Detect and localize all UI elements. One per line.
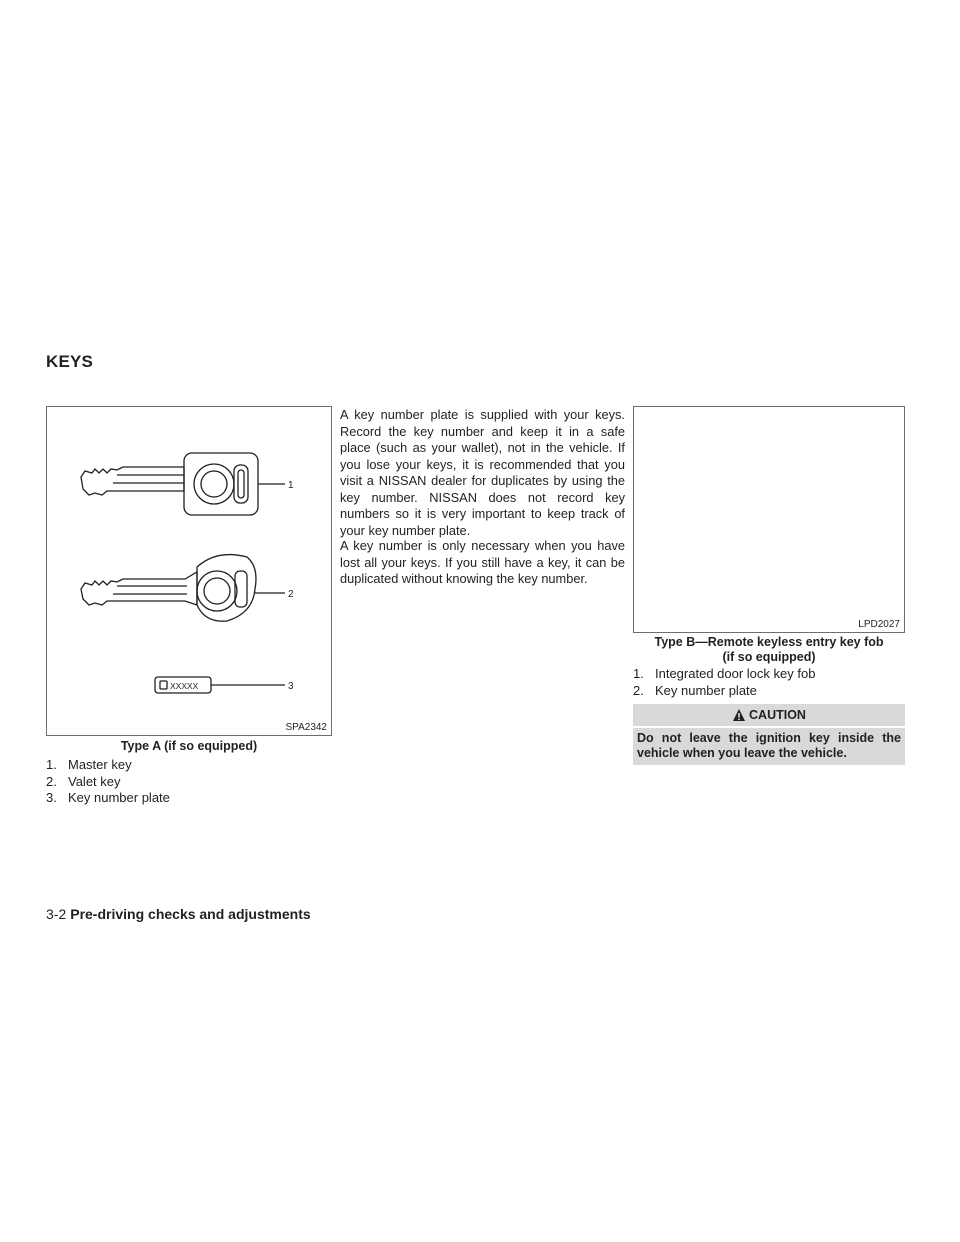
figure-caption-line-2: (if so equipped) bbox=[722, 650, 816, 664]
paragraph-key-number-plate: A key number plate is supplied with your keys. Record the key number and keep it in a safe place (such as your wallet), not in the vehicle. If you lose your keys, it is recommended that you visit a NISSAN dealer for duplicates by using the key number. NISSAN does not record key numbers so it is very important to keep track of your key number plate. bbox=[340, 407, 625, 538]
caution-text: Do not leave the ignition key inside the vehicle when you leave the vehicle. bbox=[633, 728, 905, 765]
list-item: 1. Integrated door lock key fob bbox=[633, 666, 816, 681]
section-heading: KEYS bbox=[46, 352, 94, 371]
footer-section-title: Pre-driving checks and adjustments bbox=[70, 906, 311, 922]
figure-code: SPA2342 bbox=[285, 722, 327, 733]
list-type-a bbox=[46, 757, 332, 807]
figure-caption-line-1: Type B—Remote keyless entry key fob bbox=[654, 635, 884, 649]
figure-caption: Type A (if so equipped) bbox=[120, 739, 258, 753]
callout-1: 1 bbox=[288, 480, 294, 491]
valet-key-drawing bbox=[81, 555, 285, 622]
list-type-b bbox=[633, 666, 905, 699]
list-item: 3. Key number plate bbox=[46, 790, 170, 805]
paragraph-key-number: A key number is only necessary when you have lost all your keys. If you still have a key, it can be duplicated without knowing the key number. bbox=[340, 538, 625, 586]
figure-code: LPD2027 bbox=[858, 619, 900, 630]
figure-caption bbox=[633, 635, 905, 665]
list-item: 1. Master key bbox=[46, 757, 132, 772]
list-item: 2. Key number plate bbox=[633, 682, 757, 698]
key-illustration bbox=[47, 407, 331, 735]
list-item: 2. Valet key bbox=[46, 773, 121, 789]
warning-icon bbox=[732, 708, 746, 722]
figure-type-a bbox=[46, 406, 332, 736]
callout-2: 2 bbox=[288, 589, 294, 600]
page-footer bbox=[46, 906, 311, 922]
figure-type-b bbox=[633, 406, 905, 633]
page-number: 3-2 bbox=[46, 906, 67, 922]
master-key-drawing bbox=[81, 453, 285, 515]
caution-title: CAUTION bbox=[749, 708, 806, 722]
caution-header bbox=[633, 704, 905, 726]
plate-text: XXXXX bbox=[170, 681, 199, 691]
callout-3: 3 bbox=[288, 681, 294, 692]
